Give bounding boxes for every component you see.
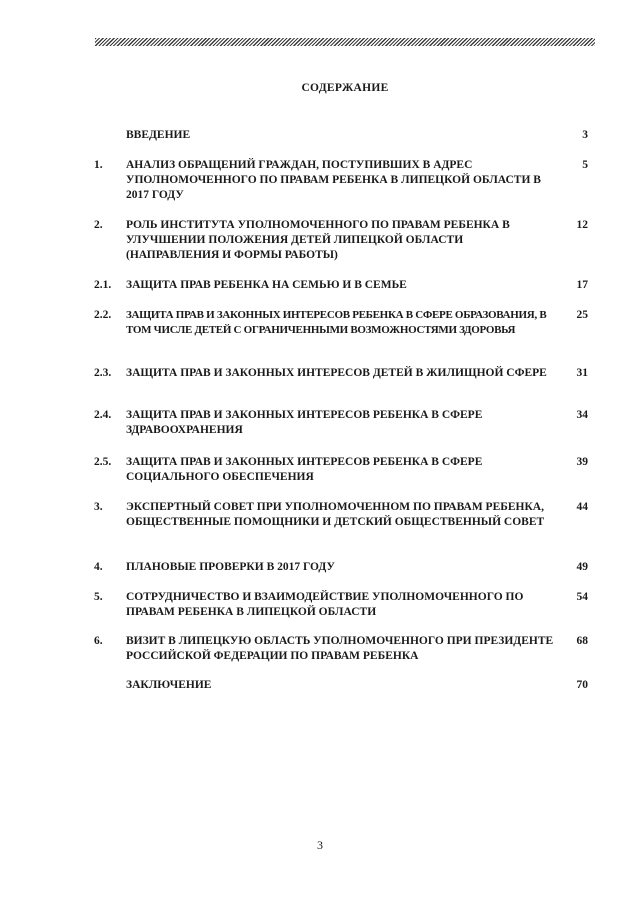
toc-entry-page: 17	[576, 279, 588, 291]
toc-entry-number: 6.	[94, 635, 103, 647]
page-number: 3	[317, 838, 323, 852]
toc-entry-number: 2.2.	[94, 309, 112, 321]
toc-entry-number: 3.	[94, 501, 103, 513]
toc-entry-page: 34	[576, 409, 588, 421]
toc-entry-page: 54	[576, 591, 588, 603]
toc-entry-page: 39	[576, 456, 588, 468]
toc-entry-page: 31	[576, 367, 588, 379]
toc-entry-number: 2.	[94, 219, 103, 231]
toc-entry-title[interactable]: ЭКСПЕРТНЫЙ СОВЕТ ПРИ УПОЛНОМОЧЕННОМ ПО ПРАВАМ РЕБЕНКА, ОБЩЕСТВЕННЫЕ ПОМОЩНИКИ И ДЕТСКИЙ ОБЩЕСТВЕННЫЙ СОВЕТ	[126, 501, 545, 528]
toc-entry-page: 49	[576, 561, 588, 573]
toc-entry-page: 25	[576, 309, 588, 321]
toc-entry-page: 44	[576, 501, 588, 513]
toc-entry-page: 3	[582, 129, 588, 141]
toc-entry-title[interactable]: ЗАЩИТА ПРАВ И ЗАКОННЫХ ИНТЕРЕСОВ ДЕТЕЙ В ЖИЛИЩНОЙ СФЕРЕ	[126, 367, 547, 379]
toc-entry-title[interactable]: ВВЕДЕНИЕ	[126, 129, 191, 141]
toc-entry-number: 4.	[94, 561, 103, 573]
toc-entry-title[interactable]: СОТРУДНИЧЕСТВО И ВЗАИМОДЕЙСТВИЕ УПОЛНОМОЧЕННОГО ПО ПРАВАМ РЕБЕНКА В ЛИПЕЦКОЙ ОБЛАСТИ	[126, 591, 524, 618]
toc-entry-title[interactable]: РОЛЬ ИНСТИТУТА УПОЛНОМОЧЕННОГО ПО ПРАВАМ РЕБЕНКА В УЛУЧШЕНИИ ПОЛОЖЕНИЯ ДЕТЕЙ ЛИПЕЦКОЙ ОБЛАСТИ (НАПРАВЛЕНИЯ И ФОРМЫ РАБОТЫ)	[126, 219, 510, 261]
toc-entry-number: 2.4.	[94, 409, 112, 421]
page-title: СОДЕРЖАНИЕ	[301, 82, 389, 94]
toc-entry-number: 1.	[94, 159, 103, 171]
toc-entry-page: 5	[582, 159, 588, 171]
toc-entry-title[interactable]: ЗАЩИТА ПРАВ И ЗАКОННЫХ ИНТЕРЕСОВ РЕБЕНКА В СФЕРЕ ОБРАЗОВАНИЯ, В ТОМ ЧИСЛЕ ДЕТЕЙ С ОГРАНИЧЕННЫМИ ВОЗМОЖНОСТЯМИ ЗДОРОВЬЯ	[126, 309, 547, 336]
toc-entry-page: 68	[576, 635, 588, 647]
toc-entry-title[interactable]: ВИЗИТ В ЛИПЕЦКУЮ ОБЛАСТЬ УПОЛНОМОЧЕННОГО ПРИ ПРЕЗИДЕНТЕ РОССИЙСКОЙ ФЕДЕРАЦИИ ПО ПРАВАМ РЕБЕНКА	[126, 635, 554, 662]
toc-entry-number: 2.3.	[94, 367, 112, 379]
toc-entry-title[interactable]: АНАЛИЗ ОБРАЩЕНИЙ ГРАЖДАН, ПОСТУПИВШИХ В АДРЕС УПОЛНОМОЧЕННОГО ПО ПРАВАМ РЕБЕНКА В ЛИПЕЦКОЙ ОБЛАСТИ В 2017 ГОДУ	[126, 159, 541, 201]
toc-entry-number: 2.1.	[94, 279, 112, 291]
toc-entry-number: 2.5.	[94, 456, 112, 468]
toc-entry-title[interactable]: ЗАЩИТА ПРАВ И ЗАКОННЫХ ИНТЕРЕСОВ РЕБЕНКА В СФЕРЕ ЗДРАВООХРАНЕНИЯ	[126, 409, 483, 436]
toc-entry-title[interactable]: ЗАЩИТА ПРАВ И ЗАКОННЫХ ИНТЕРЕСОВ РЕБЕНКА В СФЕРЕ СОЦИАЛЬНОГО ОБЕСПЕЧЕНИЯ	[126, 456, 483, 483]
toc-entry-number: 5.	[94, 591, 103, 603]
toc-entry-page: 12	[576, 219, 588, 231]
toc-entry-title[interactable]: ЗАЩИТА ПРАВ РЕБЕНКА НА СЕМЬЮ И В СЕМЬЕ	[126, 279, 407, 291]
toc-entry-page: 70	[576, 679, 588, 691]
toc-entry-title[interactable]: ПЛАНОВЫЕ ПРОВЕРКИ В 2017 ГОДУ	[126, 561, 335, 573]
toc-entry-title[interactable]: ЗАКЛЮЧЕНИЕ	[126, 679, 212, 691]
